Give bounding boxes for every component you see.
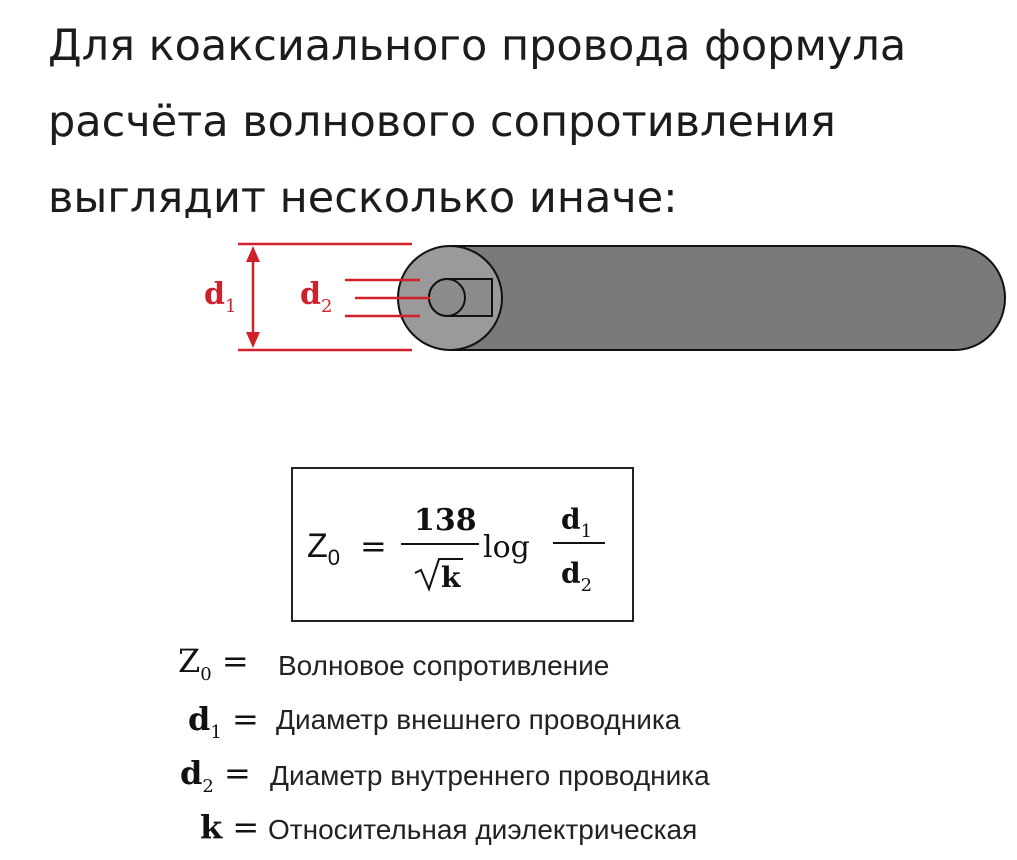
formula-numerator: 138: [414, 503, 477, 538]
label-d2: $d_2$: [300, 277, 333, 317]
formula-equals: =: [360, 527, 387, 565]
svg-text:d2: $d_2$: [561, 557, 593, 596]
label-d1: $d_1$: [204, 277, 237, 317]
coax-cable-diagram: [0, 236, 1017, 366]
svg-text:d1: $d_1$: [561, 503, 593, 542]
heading-line-1: Для коаксиального провода формула: [48, 21, 907, 71]
formula-denominator: k: [441, 561, 461, 594]
cable-body: [452, 246, 1005, 350]
heading-line-3: выглядит несколько иначе:: [48, 173, 678, 223]
legend-symbol-d2: $d_2$ =: [180, 754, 251, 797]
legend-symbol-d1: $d_1$ =: [188, 700, 259, 743]
heading-line-2: расчёта волнового сопротивления: [48, 97, 836, 147]
formula-log: log: [483, 530, 530, 565]
legend-text-k: Относительная диэлектрическая: [268, 814, 698, 845]
dimension-lines: [238, 244, 430, 350]
inner-conductor-end: [429, 279, 465, 316]
legend-symbol-k: k =: [200, 808, 260, 846]
legend-text-d2: Диаметр внутреннего проводника: [270, 760, 710, 791]
formula-z: Z: [307, 527, 328, 565]
formula-ratio-den: d: [561, 557, 581, 590]
heading: [48, 8, 998, 236]
formula: [291, 467, 634, 622]
legend-text-d1: Диаметр внешнего проводника: [276, 704, 681, 735]
formula-ratio-num: d: [561, 503, 581, 536]
legend-text-z0: Волновое сопротивление: [278, 650, 610, 681]
legend-symbol-z0: $Z_0$ =: [178, 642, 249, 685]
svg-text:Z0: $Z_0$: [307, 527, 341, 570]
